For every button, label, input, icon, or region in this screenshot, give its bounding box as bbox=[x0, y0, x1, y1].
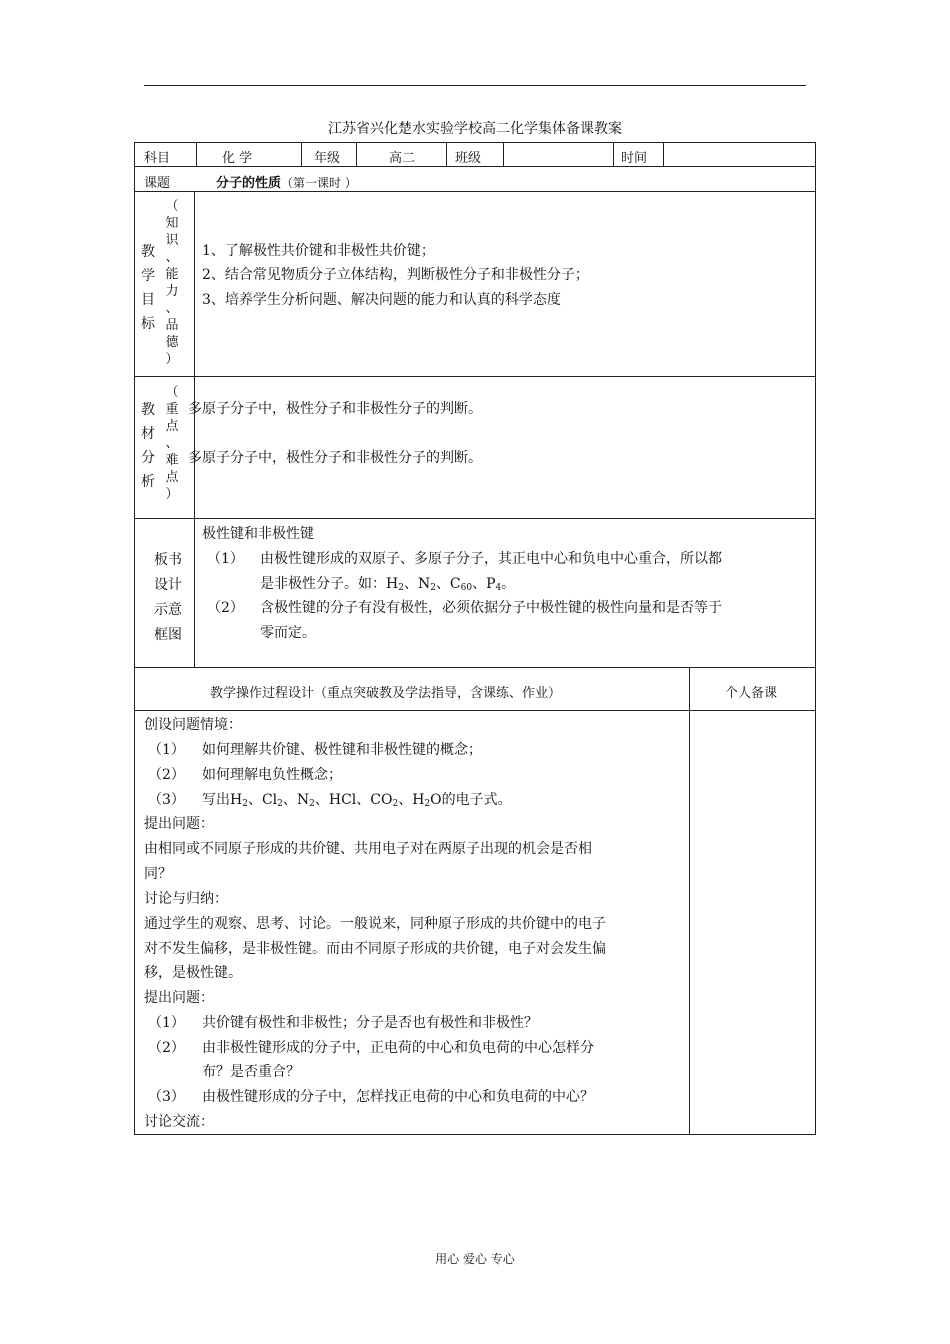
grade-label: 年级 bbox=[314, 151, 341, 166]
document-title: 江苏省兴化楚水实验学校高二化学集体备课教案 bbox=[328, 121, 622, 137]
board-item-2-num: （2） bbox=[207, 600, 244, 616]
top-rule bbox=[144, 85, 806, 86]
discussion-text-2: 对不发生偏移，是非极性键。而由不同原子形成的共价键，电子对会发生偏 bbox=[144, 941, 606, 957]
q1: 如何理解共价键、极性键和非极性键的概念； bbox=[202, 742, 482, 758]
subject-value: 化 学 bbox=[222, 151, 253, 166]
section-question-2: 提出问题： bbox=[144, 990, 214, 1006]
question-text-1: 由相同或不同原子形成的共价键、共用电子对在两原子出现的机会是否相 bbox=[144, 841, 592, 857]
r3-num: （3） bbox=[148, 1089, 185, 1105]
section-exchange: 讨论交流： bbox=[144, 1114, 214, 1130]
q1-num: （1） bbox=[148, 742, 185, 758]
q3-num: （3） bbox=[148, 792, 185, 808]
board-item-2-line-1: 含极性键的分子有没有极性，必须依据分子中极性键的极性向量和是否等于 bbox=[260, 600, 722, 616]
topic-label: 课题 bbox=[144, 176, 171, 191]
goal-item-3: 3、培养学生分析问题、解决问题的能力和认真的科学态度 bbox=[202, 292, 561, 308]
time-label: 时间 bbox=[621, 151, 648, 166]
section-scenario: 创设问题情境： bbox=[144, 717, 242, 733]
analysis-side-note: （ 重 点 、 难 点 ） bbox=[165, 385, 179, 502]
key-point: 多原子分子中，极性分子和非极性分子的判断。 bbox=[188, 401, 482, 417]
class-label: 班级 bbox=[455, 151, 482, 166]
grade-value: 高二 bbox=[389, 151, 416, 166]
process-header: 教学操作过程设计（重点突破教及学法指导，含课练、作业） bbox=[210, 686, 562, 701]
board-item-1-num: （1） bbox=[207, 551, 244, 567]
q2: 如何理解电负性概念； bbox=[202, 767, 342, 783]
personal-prep-header: 个人备课 bbox=[725, 686, 778, 701]
section-discussion: 讨论与归纳： bbox=[144, 891, 228, 907]
q2-num: （2） bbox=[148, 767, 185, 783]
discussion-text-3: 移，是极性键。 bbox=[144, 965, 242, 981]
r1: 共价键有极性和非极性；分子是否也有极性和非极性？ bbox=[202, 1015, 538, 1031]
topic-title bbox=[216, 172, 357, 191]
goals-label: 教 学 目 标 bbox=[141, 244, 155, 332]
board-heading: 极性键和非极性键 bbox=[202, 526, 314, 542]
topic-suffix: （第一课时 ） bbox=[281, 176, 357, 190]
board-item-1-line-2: 是非极性分子。如：$H_2$、$N_2$、$C_{60}$、$P_4$。 bbox=[260, 576, 516, 593]
subject-label: 科目 bbox=[144, 151, 171, 166]
goal-item-2: 2、结合常见物质分子立体结构，判断极性分子和非极性分子； bbox=[202, 267, 589, 283]
goal-item-1: 1、了解极性共价键和非极性共价键； bbox=[202, 243, 435, 259]
r2-continued: 布？是否重合？ bbox=[202, 1064, 300, 1080]
board-item-2-line-2: 零而定。 bbox=[260, 625, 316, 641]
discussion-text-1: 通过学生的观察、思考、讨论。一般说来，同种原子形成的共价键中的电子 bbox=[144, 916, 606, 932]
r3: 由极性键形成的分子中，怎样找正电荷的中心和负电荷的中心？ bbox=[202, 1089, 594, 1105]
r1-num: （1） bbox=[148, 1015, 185, 1031]
footer: 用心 爱心 专心 bbox=[435, 1252, 515, 1266]
r2: 由非极性键形成的分子中，正电荷的中心和负电荷的中心怎样分 bbox=[202, 1040, 594, 1056]
difficult-point: 多原子分子中，极性分子和非极性分子的判断。 bbox=[188, 450, 482, 466]
question-text-2: 同？ bbox=[144, 866, 172, 882]
q3: 写出$H_2$、$Cl_2$、$N_2$、HCl、$CO_2$、$H_2O$的电子式。 bbox=[202, 792, 512, 809]
analysis-label: 教 材 分 析 bbox=[141, 402, 155, 490]
topic-value: 分子的性质 bbox=[216, 176, 282, 191]
goals-side-note: （ 知 识 、 能 力 、 品 德 ） bbox=[165, 199, 179, 367]
board-item-1-line-1: 由极性键形成的双原子、多原子分子，其正电中心和负电中心重合，所以都 bbox=[260, 551, 722, 567]
section-question: 提出问题： bbox=[144, 816, 214, 832]
r2-num: （2） bbox=[148, 1040, 185, 1056]
board-label: 板书 设计 示意 框图 bbox=[154, 552, 182, 643]
